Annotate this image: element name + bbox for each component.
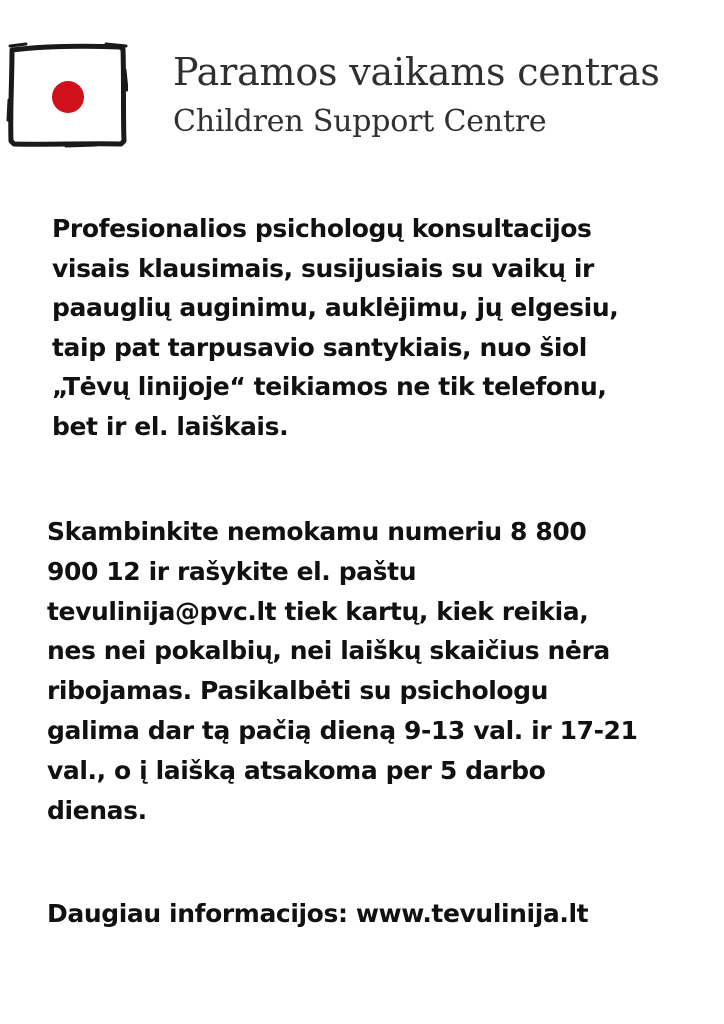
- paragraph-line: paauglių auginimu, auklėjimu, jų elgesiu,: [52, 293, 619, 322]
- paragraph-more-info: [47, 894, 588, 934]
- paragraph-line: dienas.: [47, 795, 147, 825]
- paragraph-line: bet ir el. laiškais.: [52, 411, 289, 441]
- paragraph-line: visais klausimais, susijusiais su vaikų ir: [52, 253, 594, 283]
- paragraph-contact: [47, 512, 638, 830]
- logo-red-dot: [52, 81, 84, 113]
- paragraph-line: tevulinija@pvc.lt tiek kartų, kiek reikia,: [47, 596, 589, 626]
- paragraph-line: Profesionalios psichologų konsultacijos: [52, 214, 592, 243]
- paragraph-line: nes nei pokalbių, nei laiškų skaičius nėra: [47, 636, 610, 666]
- header: [0, 0, 724, 175]
- paragraph-line: galima dar tą pačią dieną 9-13 val. ir 17-21: [47, 715, 638, 745]
- paragraph-line: Skambinkite nemokamu numeriu 8 800: [47, 517, 587, 546]
- logo-icon: [6, 40, 128, 148]
- paragraph-line: 900 12 ir rašykite el. paštu: [47, 556, 417, 586]
- paragraph-line: val., o į laišką atsakoma per 5 darbo: [47, 755, 546, 785]
- more-info-line: Daugiau informacijos: www.tevulinija.lt: [47, 899, 589, 928]
- paragraph-line: ribojamas. Pasikalbėti su psichologu: [47, 676, 549, 706]
- org-name-lt: Paramos vaikams centras: [173, 50, 660, 94]
- org-name-en: Children Support Centre: [173, 104, 547, 139]
- paragraph-line: taip pat tarpusavio santykiais, nuo šiol: [52, 332, 587, 362]
- paragraph-line: „Tėvų linijoje“ teikiamos ne tik telefonu,: [52, 372, 607, 401]
- paragraph-consultations: [52, 209, 618, 446]
